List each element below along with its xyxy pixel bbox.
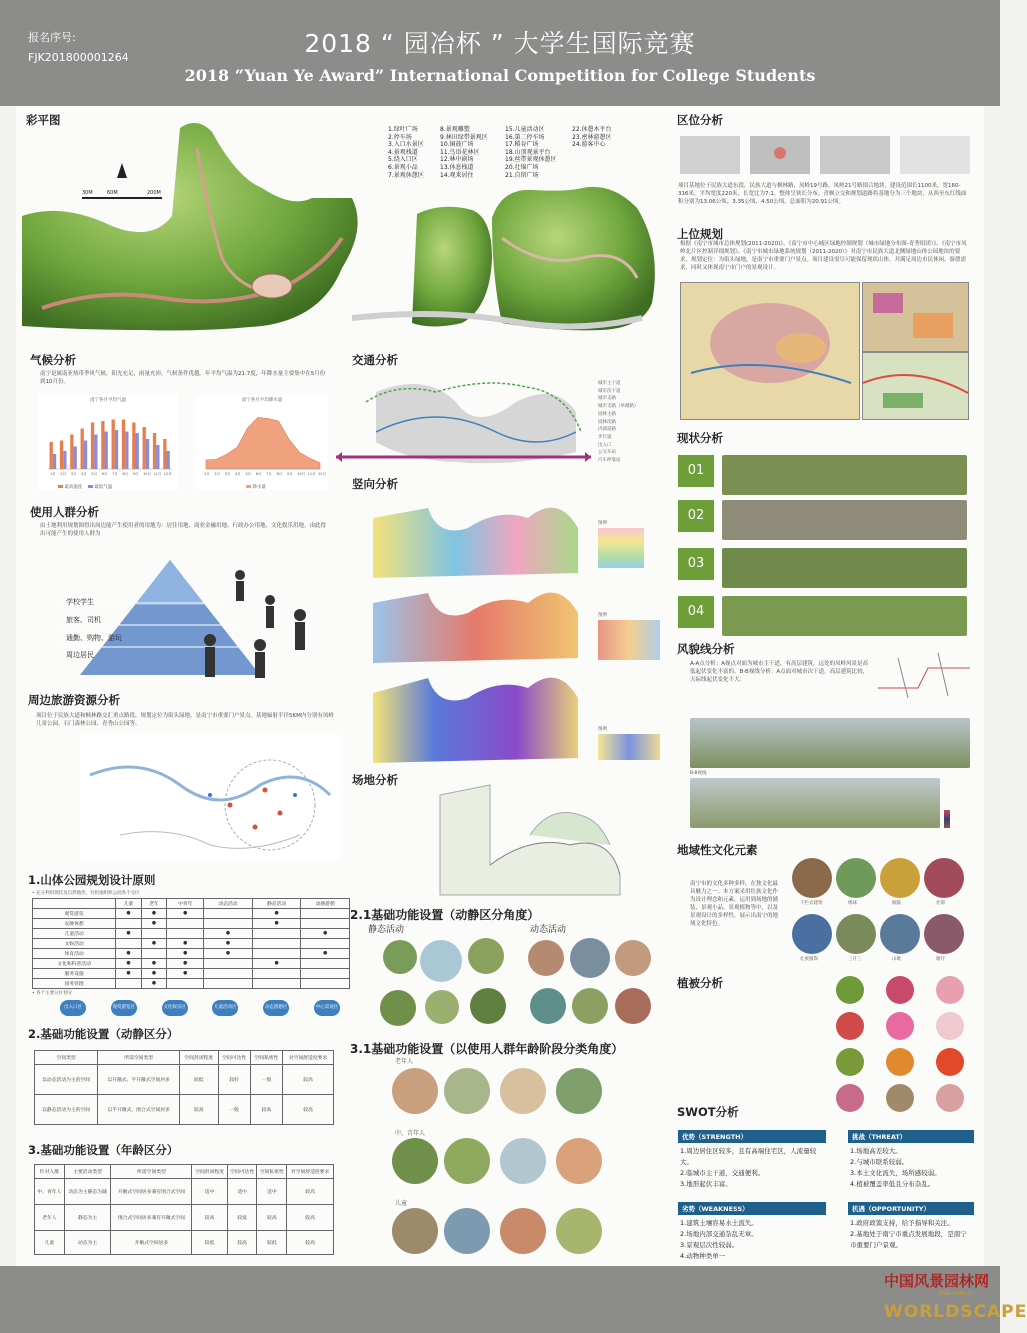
title-cn: 2018 “ 园冶杯 ” 大学生国际竞赛	[304, 29, 696, 58]
bar	[81, 429, 84, 470]
temperature-chart	[38, 395, 178, 490]
tourism-map	[80, 735, 340, 860]
plant-title: 植被分析	[677, 976, 723, 990]
culture-label: 山歌	[892, 957, 901, 962]
vertical-legend-swatch-3	[598, 734, 660, 760]
bar	[60, 441, 63, 470]
tick-label: 12月	[318, 472, 326, 476]
pyramid-level-1: 学校学生	[66, 598, 94, 606]
culture-text: 南宁市的文化多种多样，在独文化最具魅力之一。本方案采用壮族文化作为设计理念和元素，运用到场地的铺装、景观小品、景观植物等中，以及景观设计的多样性，展示出南宁的地域文化特色。	[690, 881, 779, 927]
f21-static: 静态活动	[368, 925, 405, 935]
plan-legend-col2: 8.景观雕塑 9.林田绿带景观区 10.铜鼓广场 11.鸟语花林区 12.林中剧场 13.休息栈道 14.观来居住	[440, 126, 488, 179]
tick-label: 7月	[266, 472, 272, 476]
scale-a: 30M	[82, 190, 93, 196]
f31-old: 老年人	[395, 1058, 414, 1065]
tick-label: 10月	[143, 472, 152, 476]
vertical-maps	[368, 488, 583, 768]
climate-title: 气候分析	[30, 353, 76, 367]
bar	[163, 439, 166, 469]
principle-table: 儿童 老年 中青年 动态活动 静态活动 动感游憩 观赏游览 ● ● ● ● 安静休憩 ● ● 儿童活动 ● ● ● 文娱活动 ● ● ● 体育活动 ● ● ● ● 文化和科普活动 ● ● ● ● 服务设施 ● ● ● 园务管理 ●	[32, 898, 350, 989]
tick-label: 8月	[276, 472, 283, 476]
tick-label: 2月	[60, 472, 67, 476]
photo-child	[556, 1208, 602, 1254]
func3-table: 针对人群 主要活动类型 所需空间类型 空间封闭程度 空间可达性 空间私密性 对空间舒适度要求 中、青年人 动态为主静态为辅 开敞式空间居多兼有围合式空间 适中 适中 适中 较高 老年人 静态为主 围合式空间居多兼有开敞式空间 较高 较低 较高 较高 儿童 动态为主 开敞式空间居多 较低 较高 较低 较高	[34, 1164, 334, 1255]
vertical-legend-swatch-2	[598, 620, 660, 660]
skyline-title: 风貌线分析	[677, 642, 735, 656]
principle-title: 1.山体公园规划设计原则	[28, 873, 156, 887]
bar	[146, 439, 149, 469]
status-photo-01	[722, 455, 967, 495]
rainfall-chart-svg	[196, 403, 328, 483]
skyline-text: A-A点分析：A视点对面为城市主干道，有高层建筑，远处的凤岭风景是高低起伏变化丰富的。B-B视线分析：A点面对城市次干道，高层建筑比较，天际线起伏变化不大。	[690, 661, 869, 683]
skyline-diagram	[878, 648, 970, 704]
f31-title: 3.1基础功能设置（以使用人群年龄阶段分类角度）	[350, 1042, 624, 1056]
site-analysis	[380, 775, 620, 900]
bar	[91, 423, 94, 470]
photo-dynamic	[615, 988, 651, 1024]
temperature-chart-title: 南宁各月平均气温	[90, 398, 126, 403]
zone-pill: 动态游憩区	[263, 1000, 289, 1016]
bar	[53, 454, 56, 469]
temperature-chart-svg	[38, 403, 178, 483]
bar	[70, 435, 73, 470]
location-maps	[680, 128, 970, 178]
plan-legend-col1: 1.绿叶广场 2.停车场 3.入口水景区 4.景观栈道 5.绕入口区 6.景观小品 7.景观休憩区	[388, 126, 424, 179]
zone-pill: 儿童活动区	[212, 1000, 238, 1016]
series-area	[206, 417, 320, 469]
status-tag-04: 04	[678, 596, 714, 628]
bar	[115, 430, 118, 469]
tick-label: 11月	[153, 472, 162, 476]
status-photo-04	[722, 596, 967, 636]
bar	[74, 447, 77, 470]
scale-c: 200M	[147, 190, 161, 196]
photo-adult	[556, 1138, 602, 1184]
traffic-map	[336, 372, 591, 472]
status-photo-03	[722, 548, 967, 588]
bar	[101, 421, 104, 469]
photo-dynamic	[570, 938, 610, 978]
tick-label: 6月	[255, 472, 262, 476]
bar	[84, 441, 87, 470]
upper-text: 根据《南宁市城市总体规划(2011-2020)》、《南宁市中心城区绿地控制规划（城市绿地分布图-青秀组团）》、《南宁市凤岭北片区控制详细规划》、《南宁市城市绿地系统规划（2011-2020）》对南宁市民族大道北侧绿地山体公园地块的要求。规划定位：为街头绿地，是南宁市重要门户景点。项目建设需尽可能保留现状山体，并满足周边市民休闲、游憩需求，同时又体现南宁市门户的景观设计。	[680, 241, 967, 271]
threat-header: 挑战（THREAT）	[848, 1130, 974, 1143]
swot-title: SWOT分析	[677, 1105, 739, 1119]
bar	[156, 445, 159, 469]
threat-list: 1.场地高差较大。 2.与城市联系较弱。 3.本土文化流失，场所感较弱。 4.植被覆盖率低且分布杂乱。	[850, 1147, 941, 1188]
culture-label: 壮族服饰	[800, 957, 818, 962]
strength-header: 优势（STRENGTH）	[678, 1130, 826, 1143]
bar	[143, 427, 146, 469]
footer-logo-url: chla.com.cn	[938, 1290, 975, 1297]
photo-child	[392, 1208, 438, 1254]
photo-static	[425, 990, 459, 1024]
vertical-legend-3: 图例	[598, 727, 607, 732]
weakness-header: 劣势（WEAKNESS）	[678, 1202, 826, 1215]
rainfall-legend: 降水量	[246, 484, 266, 490]
bar	[105, 432, 108, 470]
plan-legend-col4: 22.休憩木平台 23.密林游憩区 24.游客中心	[572, 126, 612, 149]
skyline-legend	[944, 810, 950, 828]
photo-adult	[444, 1138, 490, 1184]
rainfall-chart-title: 南宁各月平均降水量	[241, 398, 283, 403]
bar	[50, 442, 53, 469]
photo-elderly	[444, 1068, 490, 1114]
planning-map-2	[862, 282, 969, 352]
tick-label: 5月	[245, 472, 252, 476]
north-arrow-icon	[117, 163, 127, 178]
func3-title: 3.基础功能设置（年龄区分）	[28, 1143, 179, 1157]
culture-photo	[792, 914, 832, 954]
temperature-legend: 最高温度 最低气温	[58, 484, 112, 490]
tick-label: 4月	[81, 472, 87, 476]
location-text: 项目基地位于民族大道东段，民族大道与枫林路、凤岭19号路、凤岭21号路围合地块，建设范围长1100米，宽160-316米，平均宽度220米，长宽比为7:1，整体呈狭长分布。青枫立交和规划道路将基地分为三个地块，从西至东红线面积分别为13.06公顷、3.35公顷、4.50公顷，总面积为20.91公顷。	[678, 183, 967, 205]
footer-logo-cn: 中国风景园林网	[884, 1272, 990, 1290]
zone-pill: 中心景观区	[314, 1000, 340, 1016]
planning-map-3	[862, 352, 969, 420]
culture-photo	[836, 914, 876, 954]
tick-label: 10月	[297, 472, 306, 476]
weakness-list: 1.建筑土壤容易水土流失。 2.场地内部交通杂乱无章。 3.景观层次性较弱。 4.动物种类单一	[680, 1219, 758, 1260]
bar	[94, 435, 97, 470]
bar	[122, 420, 125, 470]
zone-pill: 观赏游览区	[111, 1000, 137, 1016]
opportunity-list: 1.政府政策支持，给予指导和关注。 2.基地处于南宁市重点发展地段，是南宁市重要门户景观。	[850, 1219, 967, 1249]
traffic-title: 交通分析	[352, 353, 398, 367]
culture-label: 歌圩	[936, 957, 945, 962]
status-title: 现状分析	[677, 431, 723, 445]
status-photo-02	[722, 500, 967, 540]
tourism-title: 周边旅游资源分析	[28, 693, 120, 707]
principle-sub2: • 各个主要分区划分	[32, 991, 73, 996]
tick-label: 8月	[122, 472, 129, 476]
f31-kid: 儿童	[395, 1200, 408, 1207]
culture-label: 壮锦	[936, 901, 945, 906]
registration-label: 报名序号:	[28, 31, 76, 44]
bar	[63, 451, 66, 469]
culture-label: 三月三	[848, 957, 862, 962]
principle-sub: • 充分利用现状及自然地形，有机地组织公园各个分区	[32, 891, 140, 896]
culture-title: 地域性文化元素	[677, 843, 758, 857]
site-title: 场地分析	[352, 773, 398, 787]
f21-title: 2.1基础功能设置（动静区分角度）	[350, 908, 540, 922]
vertical-legend-1: 图例	[598, 521, 607, 526]
traffic-legend: 城市主干道 城市次干道 城市支路 城市支路（单循路） 园林主路 园林次路 内部道路 步行道 出入口 公交车站 汽车停靠站	[598, 381, 639, 464]
status-tag-01: 01	[678, 455, 714, 487]
bar	[132, 423, 135, 470]
title-en: 2018 “Yuan Ye Award” International Competition for College Students	[184, 66, 816, 85]
culture-photo	[880, 858, 920, 898]
tick-label: 12月	[163, 472, 172, 476]
plan-title: 彩平图	[26, 113, 61, 127]
rainfall-chart	[196, 395, 328, 490]
photo-child	[500, 1208, 546, 1254]
func2-table: 空间类型 所需空间类型 空间封闭程度 空间可达性 空间私密性 对空间舒适度要求 以动态活动为主的空间 以开敞式、半开敞式空间居多 较低 较好 一般 较高 以静态活动为主的空间 以半开敞式、围合式空间居多 较高 一般 较高 较高	[34, 1050, 334, 1125]
photo-dynamic	[528, 940, 564, 976]
vertical-title: 竖向分析	[352, 477, 398, 491]
tick-label: 9月	[132, 472, 139, 476]
bar	[136, 433, 139, 469]
photo-static	[420, 940, 462, 982]
skyline-photo-a	[690, 718, 970, 768]
pyramid-level-2: 旅客、司机	[66, 616, 101, 624]
tick-label: 2月	[214, 472, 221, 476]
tick-label: 11月	[307, 472, 316, 476]
photo-static	[468, 938, 504, 974]
skyline-label-b: B-B视线	[690, 771, 707, 776]
photo-child	[444, 1208, 490, 1254]
culture-label: 绣球	[848, 901, 857, 906]
upper-title: 上位规划	[677, 227, 723, 241]
plan-block-middle	[412, 207, 492, 327]
culture-photo	[924, 858, 964, 898]
tick-label: 9月	[286, 472, 293, 476]
culture-label: 铜鼓	[892, 901, 901, 906]
zone-pill: 文化娱乐区	[162, 1000, 188, 1016]
opportunity-header: 机遇（OPPORTUNITY）	[848, 1202, 974, 1215]
tick-label: 5月	[91, 472, 98, 476]
culture-photo	[880, 914, 920, 954]
tick-label: 6月	[101, 472, 108, 476]
tick-label: 4月	[235, 472, 241, 476]
status-tag-02: 02	[678, 500, 714, 532]
users-text: 由土地利用规划图得出周边能产生使用者的用地为：居住用地、商业金融用地、行政办公用地、文化娱乐用地。由此得出可能产生的使用人群为	[40, 523, 327, 537]
tick-label: 3月	[224, 472, 231, 476]
photo-dynamic	[530, 988, 566, 1024]
tick-label: 1月	[204, 472, 210, 476]
tick-label: 1月	[50, 472, 56, 476]
users-title: 使用人群分析	[30, 505, 99, 519]
plan-legend-col3: 15.儿童活动区 16.第二停车场 17.稻谷广场 18.山顶观景平台 19.丝带景观休憩区 20.壮锦广场 21.自留广场	[505, 126, 557, 179]
pyramid-level-4: 周边居民	[66, 651, 94, 659]
photo-dynamic	[572, 988, 608, 1024]
photo-adult	[500, 1138, 546, 1184]
f21-dynamic: 动态活动	[530, 925, 567, 935]
tick-label: 7月	[112, 472, 118, 476]
footer-band	[0, 1266, 1000, 1333]
bar	[167, 451, 170, 469]
f31-mid: 中、青年人	[395, 1130, 426, 1137]
photo-static	[380, 990, 416, 1026]
plaza-round	[252, 274, 292, 298]
photo-dynamic	[615, 940, 651, 976]
scale-b: 60M	[107, 190, 118, 196]
bar	[125, 432, 128, 470]
func2-title: 2.基础功能设置（动静区分）	[28, 1027, 179, 1041]
tourism-text: 项目位于民族大道和枫林路交汇重点路段，规划定位为街头绿地，是南宁市重要门户景点。基地辐射半径5KM内分别有凤岭儿童公园、石门森林公园、青秀山公园等。	[36, 713, 334, 727]
plant-grid	[836, 976, 970, 1116]
tick-label: 3月	[70, 472, 77, 476]
climate-text: 南宁是属南亚热带季风气候，阳光充足，雨量充沛，气候条件优越。年平均气温为21.7度，年降水量主要集中在5月份到10月份。	[40, 371, 326, 385]
pyramid-level-3: 通勤、购物、游玩	[66, 634, 122, 642]
vertical-legend-swatch-1	[598, 528, 644, 568]
culture-label: 干栏式建筑	[800, 901, 823, 906]
planning-map-1	[680, 282, 860, 420]
status-tag-03: 03	[678, 548, 714, 580]
location-title: 区位分析	[677, 113, 723, 127]
zone-pill: 出入口区	[60, 1000, 86, 1016]
photo-elderly	[392, 1068, 438, 1114]
zone-pills	[60, 1000, 340, 1016]
registration-number: FJK201800001264	[28, 51, 129, 64]
culture-photo	[924, 914, 964, 954]
culture-photo	[792, 858, 832, 898]
photo-elderly	[556, 1068, 602, 1114]
skyline-photo-b	[690, 778, 940, 828]
photo-static	[383, 940, 417, 974]
culture-photo	[836, 858, 876, 898]
bar	[153, 433, 156, 469]
photo-elderly	[500, 1068, 546, 1114]
photo-static	[470, 988, 506, 1024]
footer-logo-en: WORLDSCAPE	[884, 1302, 1027, 1322]
photo-adult	[392, 1138, 438, 1184]
strength-list: 1.周边居住区较多，且有高端住宅区，人流量较大。 2.临城市主干道，交通便利。 3.地形起伏丰富。	[680, 1147, 817, 1188]
bar	[112, 420, 115, 470]
vertical-legend-2: 图例	[598, 613, 607, 618]
